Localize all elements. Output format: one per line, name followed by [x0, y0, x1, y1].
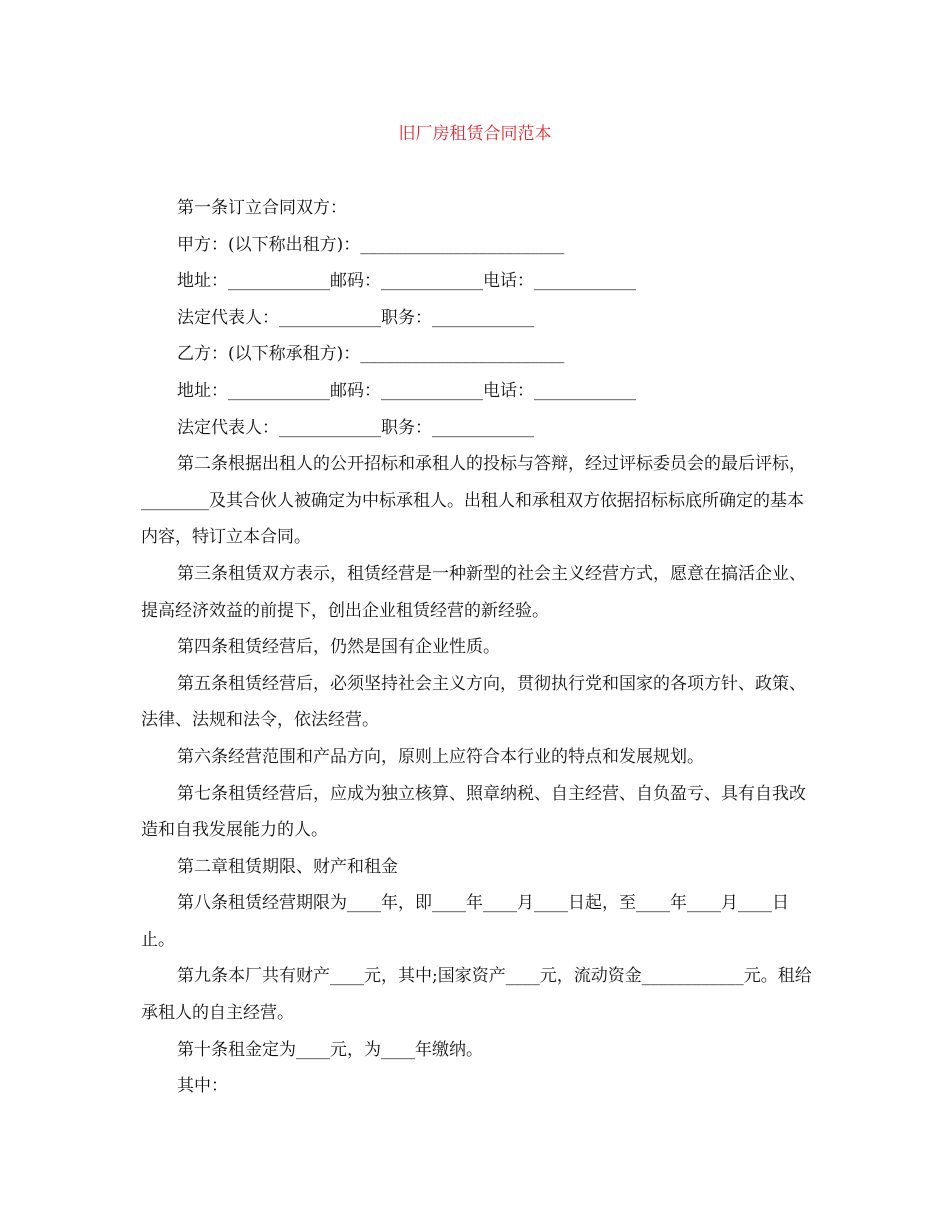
party-a-line: 甲方：(以下称出租方)：________________________ [177, 234, 565, 255]
clause-7: 第七条租赁经营后，应成为独立核算、照章纳税、自主经营、自负盈亏、具有自我改造和自我发展能力的人。 [141, 783, 806, 841]
party-b-line: 乙方：(以下称承租方)：________________________ [177, 344, 565, 365]
clause-1-heading: 第一条订立合同双方： [177, 198, 347, 218]
party-b-representative-line: 法定代表人：____________职务：____________ [177, 417, 534, 438]
party-b-address-line: 地址：____________邮码：____________电话：____________ [177, 380, 636, 401]
clause-9: 第九条本厂共有财产____元，其中;国家资产____元，流动资金____________元。租给承租人的自主经营。 [141, 966, 812, 1024]
party-a-representative-line: 法定代表人：____________职务：____________ [177, 307, 534, 328]
clause-4: 第四条租赁经营后，仍然是国有企业性质。 [177, 637, 500, 658]
party-a-address-line: 地址：____________邮码：____________电话：____________ [177, 271, 636, 292]
clause-10: 第十条租金定为____元，为____年缴纳。 [177, 1039, 483, 1060]
document-body [141, 190, 814, 1105]
clause-3: 第三条租赁双方表示，租赁经营是一种新型的社会主义经营方式，愿意在搞活企业、提高经济效益的前提下，创出企业租赁经营的新经验。 [141, 563, 806, 621]
clause-6: 第六条经营范围和产品方向，原则上应符合本行业的特点和发展规划。 [177, 746, 704, 767]
clause-8: 第八条租赁经营期限为____年，即____年____月____日起，至____年____月____日止。 [141, 893, 789, 950]
document-title: 旧厂房租赁合同范本 [398, 124, 552, 144]
clause-10-continuation: 其中： [177, 1076, 228, 1097]
chapter-2-heading: 第二章租赁期限、财产和租金 [177, 856, 398, 877]
clause-2: 第二条根据出租人的公开招标和承租人的投标与答辩，经过评标委员会的最后评标，________及其合伙人被确定为中标承租人。出租人和承租双方依据招标标底所确定的基本内容，特订立本合同。 [141, 454, 806, 548]
clause-5: 第五条租赁经营后，必须坚持社会主义方向，贯彻执行党和国家的各项方针、政策、法律、法规和法令，依法经营。 [141, 673, 806, 731]
